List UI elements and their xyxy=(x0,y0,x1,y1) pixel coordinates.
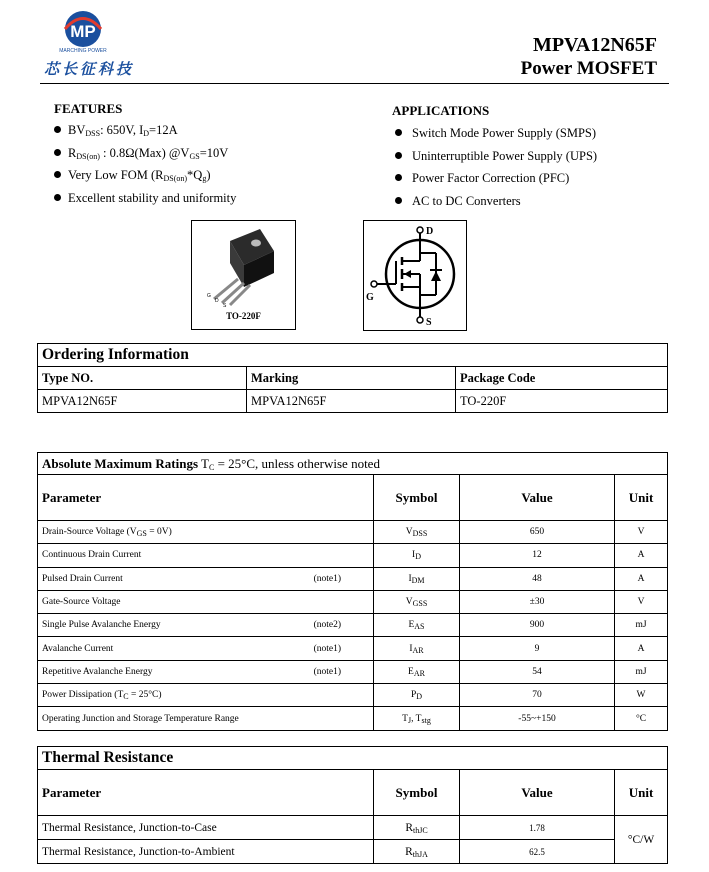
value-cell: 900 xyxy=(460,614,615,637)
table-row xyxy=(38,590,668,613)
unit-cell: V xyxy=(615,521,668,544)
feature-item xyxy=(54,166,236,189)
part-type: Power MOSFET xyxy=(520,58,657,79)
application-item xyxy=(394,169,597,192)
company-logo xyxy=(52,10,114,54)
svg-text:S: S xyxy=(426,317,432,328)
value-cell: 650 xyxy=(460,521,615,544)
unit-cell: A xyxy=(615,544,668,567)
unit-cell: W xyxy=(615,684,668,707)
bullet-icon xyxy=(395,174,402,181)
bullet-icon xyxy=(54,171,61,178)
n-channel-mosfet-icon xyxy=(364,221,466,330)
note-ref: (note2) xyxy=(313,620,341,631)
value-cell: 48 xyxy=(460,567,615,590)
ordering-header-type: Type NO. xyxy=(38,367,247,390)
parameter-cell xyxy=(38,637,374,660)
ordering-header-marking: Marking xyxy=(247,367,456,390)
parameter-cell xyxy=(38,544,374,567)
thermal-unit: °C/W xyxy=(615,816,668,864)
feature-item xyxy=(54,121,236,144)
value-cell: 12 xyxy=(460,544,615,567)
svg-text:S: S xyxy=(223,303,227,309)
ordering-title: Ordering Information xyxy=(38,344,668,367)
bullet-icon xyxy=(395,152,402,159)
symbol-cell: $I_D$ xyxy=(374,544,460,567)
svg-text:G: G xyxy=(366,292,374,303)
parameter-text: Single Pulse Avalanche Energy xyxy=(42,620,161,631)
application-text: Switch Mode Power Supply (SMPS) xyxy=(412,126,597,140)
svg-text:G: G xyxy=(207,293,211,299)
symbol-cell: $E_{AR}$ xyxy=(374,660,460,683)
value-cell: 70 xyxy=(460,684,615,707)
parameter-cell xyxy=(38,567,374,590)
svg-text:D: D xyxy=(426,226,434,237)
abs-max-header-value: Value xyxy=(460,475,615,521)
table-row xyxy=(38,637,668,660)
symbol-cell: $P_D$ xyxy=(374,684,460,707)
symbol-cell: $V_{DSS}$ xyxy=(374,521,460,544)
ordering-information-table xyxy=(37,343,668,413)
svg-text:D: D xyxy=(215,298,219,304)
parameter-text: Power Dissipation $(T_C = 25^\circ C)$ xyxy=(42,690,162,702)
thermal-symbol-jc: $R_{thJC}$ xyxy=(374,816,460,840)
thermal-value-jc: 1.78 xyxy=(460,816,615,840)
parameter-text: Pulsed Drain Current xyxy=(42,573,123,584)
thermal-param-jc: Thermal Resistance, Junction-to-Case xyxy=(38,816,374,840)
to220f-package-icon xyxy=(192,221,295,311)
symbol-cell: $E_{AS}$ xyxy=(374,614,460,637)
abs-max-title: Absolute Maximum Ratings xyxy=(42,455,199,471)
parameter-text: Avalanche Current xyxy=(42,643,114,654)
table-row xyxy=(38,840,668,864)
table-row xyxy=(38,567,668,590)
svg-text:MP: MP xyxy=(70,22,96,41)
application-text: Power Factor Correction (PFC) xyxy=(412,171,570,186)
features-title: FEATURES xyxy=(54,101,123,116)
note-ref: (note1) xyxy=(313,666,341,677)
thermal-title: Thermal Resistance xyxy=(38,747,668,770)
value-cell: 54 xyxy=(460,660,615,683)
unit-cell: V xyxy=(615,590,668,613)
thermal-symbol-ja: $R_{thJA}$ xyxy=(374,840,460,864)
bullet-icon xyxy=(54,126,61,133)
parameter-cell xyxy=(38,614,374,637)
ordering-type-value: MPVA12N65F xyxy=(38,390,247,413)
feature-item xyxy=(54,144,236,167)
package-label: TO-220F xyxy=(226,311,261,321)
parameter-cell xyxy=(38,521,374,544)
symbol-cell: $V_{GSS}$ xyxy=(374,590,460,613)
unit-cell: mJ xyxy=(615,614,668,637)
parameter-text: Continuous Drain Current xyxy=(42,550,142,561)
header-divider xyxy=(40,83,669,84)
bullet-icon xyxy=(395,197,402,204)
parameter-cell xyxy=(38,590,374,613)
thermal-header-unit: Unit xyxy=(615,770,668,816)
package-image xyxy=(191,220,296,330)
application-text: Uninterruptible Power Supply (UPS) xyxy=(412,148,598,163)
thermal-param-ja: Thermal Resistance, Junction-to-Ambient xyxy=(38,840,374,864)
thermal-header-value: Value xyxy=(460,770,615,816)
value-cell: -55~+150 xyxy=(460,707,615,730)
feature-text: Very Low FOM $(R_{DS(on)}*Q_g)$ xyxy=(68,168,211,184)
feature-text: Excellent stability and uniformity xyxy=(68,191,237,206)
bullet-icon xyxy=(395,129,402,136)
table-row xyxy=(38,707,668,730)
parameter-text: Gate-Source Voltage xyxy=(42,597,121,608)
parameter-text: Repetitive Avalanche Energy xyxy=(42,666,153,677)
application-text: AC to DC Converters xyxy=(412,194,521,209)
unit-cell: A xyxy=(615,637,668,660)
applications-list xyxy=(394,124,597,215)
feature-text: $R_{DS(on)}$ : 0.8Ω(Max) $@V_{GS}=10V$ xyxy=(68,145,229,161)
applications-title: APPLICATIONS xyxy=(392,103,490,118)
table-row xyxy=(38,544,668,567)
ordering-package-value: TO-220F xyxy=(456,390,668,413)
thermal-header-parameter: Parameter xyxy=(38,770,374,816)
abs-max-header-symbol: Symbol xyxy=(374,475,460,521)
mosfet-symbol-image xyxy=(363,220,467,331)
parameter-cell xyxy=(38,684,374,707)
value-cell: 9 xyxy=(460,637,615,660)
table-row xyxy=(38,660,668,683)
table-row xyxy=(38,816,668,840)
application-item xyxy=(394,192,597,215)
abs-max-title-cell xyxy=(38,453,668,475)
bullet-icon xyxy=(54,194,61,201)
thermal-value-ja: 62.5 xyxy=(460,840,615,864)
parameter-text: Operating Junction and Storage Temperature Range xyxy=(42,713,239,724)
unit-cell: A xyxy=(615,567,668,590)
thermal-resistance-table xyxy=(37,746,668,864)
abs-max-header-parameter: Parameter xyxy=(38,475,374,521)
ordering-header-package: Package Code xyxy=(456,367,668,390)
symbol-cell: $I_{DM}$ xyxy=(374,567,460,590)
absolute-maximum-ratings-table xyxy=(37,452,668,731)
ordering-row xyxy=(38,390,668,413)
symbol-cell: $T_J$, $T_{stg}$ xyxy=(374,707,460,730)
application-item xyxy=(394,124,597,147)
unit-cell: °C xyxy=(615,707,668,730)
features-list xyxy=(54,121,236,212)
feature-text: $BV_{DSS}$: 650V, $I_D=12A$ xyxy=(68,123,178,138)
parameter-cell xyxy=(38,707,374,730)
note-ref: (note1) xyxy=(313,643,341,654)
feature-item xyxy=(54,189,236,212)
abs-max-condition: $T_C = 25^\circ C$, unless otherwise noted xyxy=(201,455,380,472)
parameter-cell xyxy=(38,660,374,683)
unit-cell: mJ xyxy=(615,660,668,683)
table-row xyxy=(38,684,668,707)
parameter-text: Drain-Source Voltage $(V_{GS} = 0V)$ xyxy=(42,527,172,539)
thermal-header-symbol: Symbol xyxy=(374,770,460,816)
part-number: MPVA12N65F xyxy=(532,34,657,56)
application-item xyxy=(394,147,597,170)
note-ref: (note1) xyxy=(313,573,341,584)
table-row xyxy=(38,614,668,637)
abs-max-rows xyxy=(38,521,668,731)
value-cell: ±30 xyxy=(460,590,615,613)
symbol-cell: $I_{AR}$ xyxy=(374,637,460,660)
bullet-icon xyxy=(54,149,61,156)
table-row xyxy=(38,521,668,544)
ordering-marking-value: MPVA12N65F xyxy=(247,390,456,413)
abs-max-header-unit: Unit xyxy=(615,475,668,521)
company-name-cn: 芯长征科技 xyxy=(44,62,135,78)
svg-text:MARCHING POWER: MARCHING POWER xyxy=(59,48,107,54)
